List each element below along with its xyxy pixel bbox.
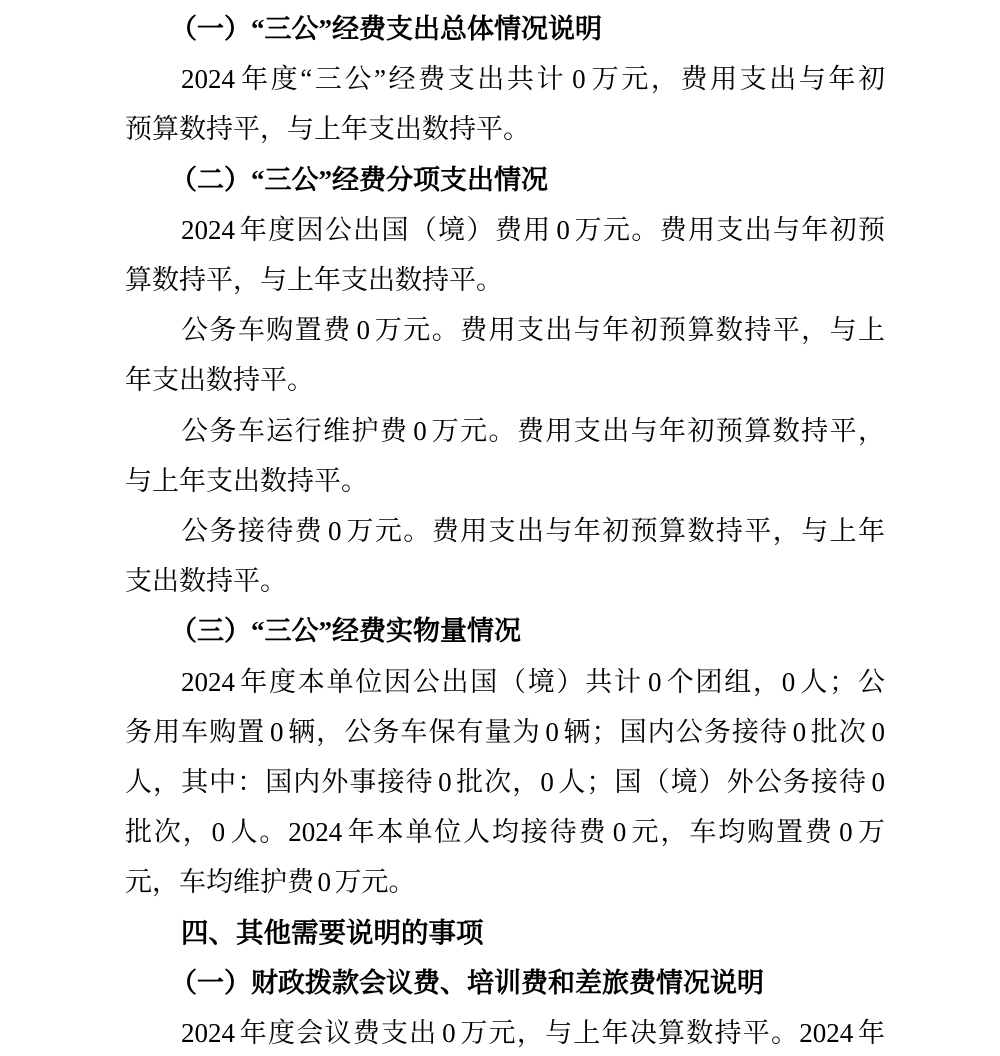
text-line: 算数持平，与上年支出数持平。 (125, 265, 503, 296)
text-line: 预算数持平，与上年支出数持平。 (125, 114, 530, 145)
heading-line: （三）“三公”经费实物量情况 (170, 616, 521, 647)
text-line: 务用车购置 0 辆，公务车保有量为 0 辆；国内公务接待 0 批次 0 (125, 716, 885, 747)
heading-line: （一）“三公”经费支出总体情况说明 (170, 14, 602, 44)
heading-line: （二）“三公”经费分项支出情况 (170, 164, 548, 195)
paragraph (125, 506, 885, 606)
text-line: 批次，0 人。2024 年本单位人均接待费 0 元，车均购置费 0 万 (125, 817, 885, 848)
text-line: 2024 年度会议费支出 0 万元，与上年决算数持平。2024 年 (181, 1018, 885, 1049)
sub-heading (125, 606, 885, 656)
text-line: 2024 年度“三公”经费支出共计 0 万元，费用支出与年初 (181, 64, 885, 95)
text-line: 年支出数持平。 (125, 365, 314, 396)
text-line: 人，其中：国内外事接待 0 批次，0 人；国（境）外公务接待 0 (125, 767, 885, 798)
text-line: 与上年支出数持平。 (125, 465, 368, 496)
text-line: 元，车均维护费 0 万元。 (125, 867, 416, 898)
text-line: 2024 年度因公出国（境）费用 0 万元。费用支出与年初预 (181, 214, 885, 245)
paragraph (125, 406, 885, 506)
paragraph (125, 54, 885, 154)
heading-line: 四、其他需要说明的事项 (181, 916, 484, 948)
sub-heading (125, 958, 885, 1008)
paragraph (125, 1008, 885, 1056)
paragraph (125, 657, 885, 908)
text-line: 公务接待费 0 万元。费用支出与年初预算数持平，与上年 (181, 516, 885, 547)
document-content (125, 4, 885, 1056)
paragraph (125, 205, 885, 305)
section-heading (125, 908, 885, 958)
heading-line: （一）财政拨款会议费、培训费和差旅费情况说明 (170, 967, 764, 998)
sub-heading (125, 155, 885, 205)
text-line: 2024 年度本单位因公出国（境）共计 0 个团组，0 人；公 (181, 666, 885, 697)
text-line: 支出数持平。 (125, 566, 287, 597)
text-line: 公务车运行维护费 0 万元。费用支出与年初预算数持平， (181, 415, 885, 446)
paragraph (125, 305, 885, 405)
sub-heading (125, 4, 885, 54)
text-line: 公务车购置费 0 万元。费用支出与年初预算数持平，与上 (181, 315, 885, 346)
